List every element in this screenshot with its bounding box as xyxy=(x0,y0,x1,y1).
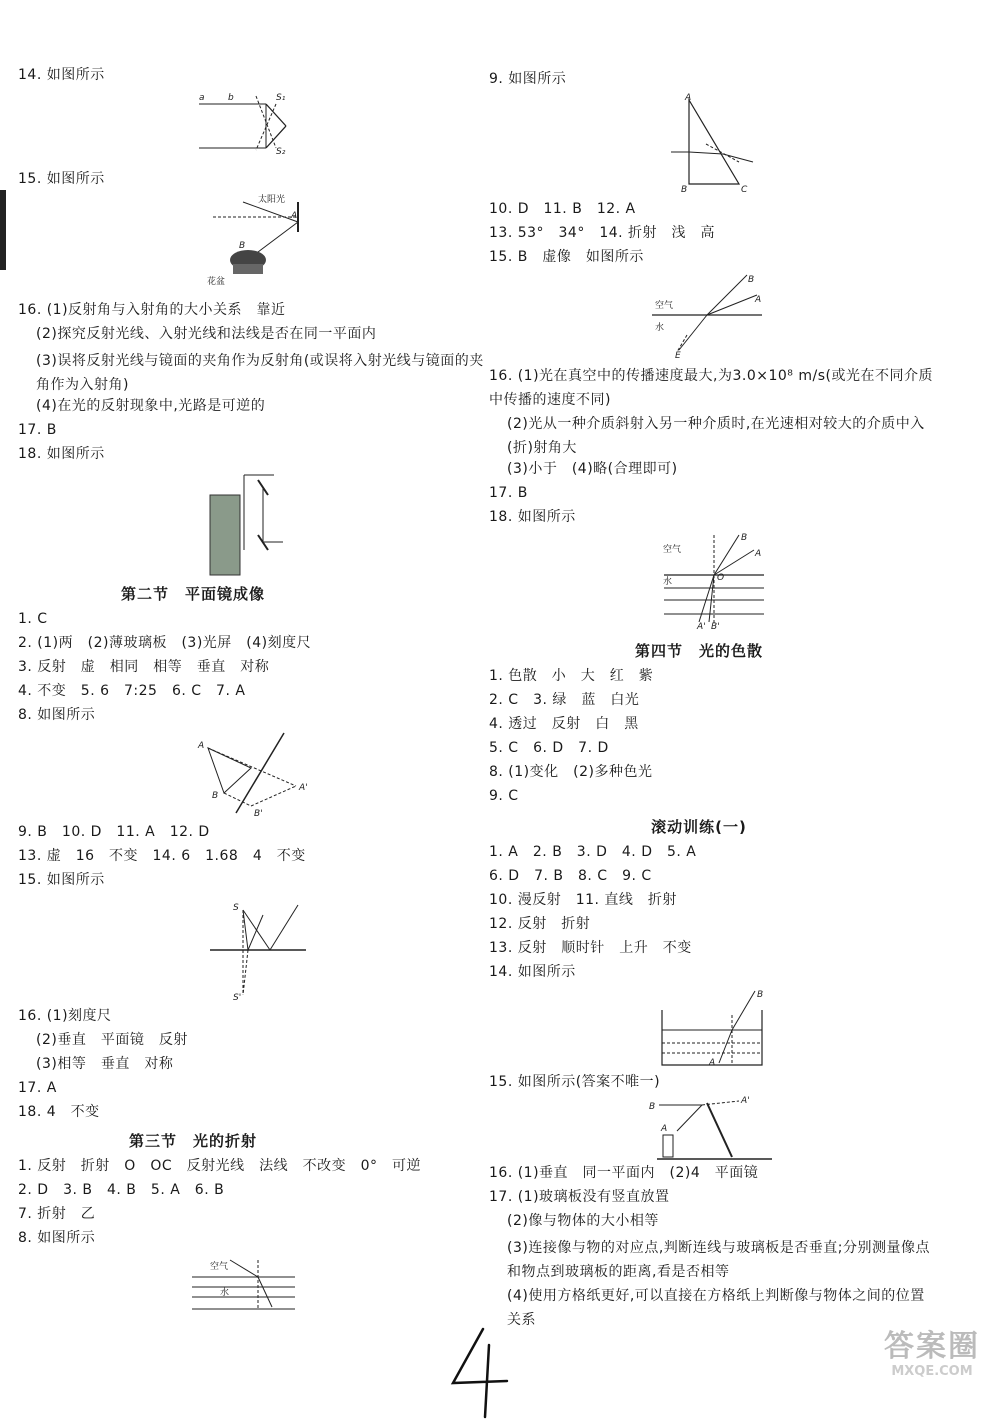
svg-text:B: B xyxy=(212,791,219,801)
answer-line: 13. 虚 16 不变 14. 6 1.68 4 不变 xyxy=(18,848,306,864)
svg-text:B: B xyxy=(757,990,764,1000)
answer-line: (2)探究反射光线、入射光线和法线是否在同一平面内 xyxy=(36,326,377,342)
answer-line: (2)垂直 平面镜 反射 xyxy=(36,1032,188,1048)
answer-line: (4)使用方格纸更好,可以直接在方格纸上判断像与物体之间的位置关系 xyxy=(507,1288,925,1328)
answer-line: 15. 如图所示 xyxy=(18,171,105,187)
answer-line: (2)光从一种介质斜射入另一种介质时,在光速相对较大的介质中入(折)射角大 xyxy=(507,416,925,456)
svg-text:B: B xyxy=(748,275,755,285)
answer-line: 15. 如图所示 xyxy=(18,872,105,888)
svg-text:A: A xyxy=(755,295,762,305)
answer-line: 3. 反射 虚 相同 相等 垂直 对称 xyxy=(18,659,270,675)
page-number xyxy=(445,1325,515,1424)
svg-text:A': A' xyxy=(741,1096,750,1106)
answer-line: 10. 漫反射 11. 直线 折射 xyxy=(489,892,677,908)
edge-mark xyxy=(0,190,6,270)
answer-line: 18. 4 不变 xyxy=(18,1104,100,1120)
answer-line: 8. (1)变化 (2)多种色光 xyxy=(489,764,653,780)
answer-line: 17. B xyxy=(18,422,57,438)
svg-text:b: b xyxy=(228,93,234,103)
svg-text:A: A xyxy=(661,1124,668,1134)
answer-line: 13. 反射 顺时针 上升 不变 xyxy=(489,940,692,956)
label-water: 水 xyxy=(663,577,673,587)
figure-refraction-water xyxy=(190,1255,300,1315)
figure-prism xyxy=(661,92,761,197)
answer-line: 9. C xyxy=(489,788,519,804)
figure-container-rays xyxy=(657,985,772,1070)
label-water: 水 xyxy=(655,323,665,333)
svg-text:A': A' xyxy=(697,622,706,630)
answer-line: 15. B 虚像 如图所示 xyxy=(489,249,644,265)
svg-text:a: a xyxy=(199,93,205,103)
svg-text:B': B' xyxy=(254,809,263,819)
figure-candle-mirror xyxy=(647,1093,777,1163)
answer-line: 9. B 10. D 11. A 12. D xyxy=(18,824,210,840)
answer-line: 16. (1)反射角与入射角的大小关系 靠近 xyxy=(18,302,286,318)
figure-mirror-s1-s2 xyxy=(194,88,304,158)
svg-text:S₂: S₂ xyxy=(276,147,286,157)
svg-text:C: C xyxy=(741,185,748,195)
answer-line: 1. 反射 折射 O OC 反射光线 法线 不改变 0° 可逆 xyxy=(18,1158,422,1174)
figure-sunlight-flowerpot xyxy=(203,192,303,287)
answer-line: 1. 色散 小 大 红 紫 xyxy=(489,668,654,684)
answer-line: 17. A xyxy=(18,1080,57,1096)
svg-text:A: A xyxy=(291,211,298,221)
svg-text:O: O xyxy=(717,573,725,583)
label-air: 空气 xyxy=(663,545,682,555)
figure-water-refraction xyxy=(647,270,767,360)
answer-line: (4)在光的反射现象中,光路是可逆的 xyxy=(36,398,266,414)
svg-text:S': S' xyxy=(233,993,242,1003)
answer-line: 15. 如图所示(答案不唯一) xyxy=(489,1074,661,1090)
label-sunlight: 太阳光 xyxy=(258,195,286,205)
svg-text:B: B xyxy=(239,241,246,251)
svg-text:A: A xyxy=(755,549,762,559)
svg-text:B: B xyxy=(741,533,748,543)
answer-line: 18. 如图所示 xyxy=(489,509,576,525)
answer-line: (3)连接像与物的对应点,判断连线与玻璃板是否垂直;分别测量像点和物点到玻璃板的距离,看是否相等 xyxy=(507,1240,930,1280)
svg-text:A: A xyxy=(198,741,205,751)
answer-line: (2)像与物体的大小相等 xyxy=(507,1213,659,1229)
svg-text:B': B' xyxy=(711,622,720,630)
answer-line: 6. D 7. B 8. C 9. C xyxy=(489,868,652,884)
answer-line: 18. 如图所示 xyxy=(18,446,105,462)
svg-text:A': A' xyxy=(299,783,308,793)
answer-line: 8. 如图所示 xyxy=(18,707,96,723)
svg-text:S: S xyxy=(233,903,239,913)
svg-text:B: B xyxy=(649,1102,656,1112)
section-title: 第四节 光的色散 xyxy=(634,642,763,660)
answer-line: 2. C 3. 绿 蓝 白光 xyxy=(489,692,640,708)
watermark-logo: 答案圈 MXQE.COM xyxy=(884,1329,980,1379)
section-title: 第二节 平面镜成像 xyxy=(120,585,265,603)
answer-line: 16. (1)垂直 同一平面内 (2)4 平面镜 xyxy=(489,1165,759,1181)
answer-line: 16. (1)光在真空中的传播速度最大,为3.0×10⁸ m/s(或光在不同介质中传播的速度不同) xyxy=(489,368,933,408)
svg-text:B: B xyxy=(681,185,688,195)
answer-line: 7. 折射 乙 xyxy=(18,1206,96,1222)
section-title: 滚动训练(一) xyxy=(651,818,747,836)
answer-line: (3)误将反射光线与镜面的夹角作为反射角(或误将入射光线与镜面的夹角作为入射角) xyxy=(36,353,484,393)
svg-text:E: E xyxy=(675,351,681,360)
svg-text:A: A xyxy=(709,1058,716,1068)
answer-line: 14. 如图所示 xyxy=(18,67,105,83)
answer-line: 1. A 2. B 3. D 4. D 5. A xyxy=(489,844,697,860)
label-water: 水 xyxy=(220,1288,230,1298)
answer-line: 10. D 11. B 12. A xyxy=(489,201,636,217)
svg-text:S₁: S₁ xyxy=(276,93,286,103)
answer-line: 2. (1)两 (2)薄玻璃板 (3)光屏 (4)刻度尺 xyxy=(18,635,312,651)
svg-text:A: A xyxy=(685,93,692,103)
answer-line: 2. D 3. B 4. B 5. A 6. B xyxy=(18,1182,225,1198)
figure-periscope xyxy=(208,470,288,580)
answer-line: 12. 反射 折射 xyxy=(489,916,591,932)
answer-line: 5. C 6. D 7. D xyxy=(489,740,609,756)
answer-line: 4. 透过 反射 白 黑 xyxy=(489,716,639,732)
answer-line: 1. C xyxy=(18,611,48,627)
section-title: 第三节 光的折射 xyxy=(128,1132,257,1150)
answer-line: 13. 53° 34° 14. 折射 浅 高 xyxy=(489,225,716,241)
answer-line: 17. (1)玻璃板没有竖直放置 xyxy=(489,1189,670,1205)
figure-water-container xyxy=(659,530,769,630)
answer-line: 16. (1)刻度尺 xyxy=(18,1008,112,1024)
label-air: 空气 xyxy=(210,1262,229,1272)
figure-point-image xyxy=(208,895,308,1005)
answer-line: (3)相等 垂直 对称 xyxy=(36,1056,174,1072)
label-air: 空气 xyxy=(655,301,674,311)
label-flowerpot: 花盆 xyxy=(207,277,226,287)
figure-mirror-triangle xyxy=(196,728,316,820)
answer-line: 9. 如图所示 xyxy=(489,71,567,87)
answer-line: 17. B xyxy=(489,485,528,501)
answer-line: 4. 不变 5. 6 7:25 6. C 7. A xyxy=(18,683,246,699)
answer-line: 14. 如图所示 xyxy=(489,964,576,980)
answer-line: 8. 如图所示 xyxy=(18,1230,96,1246)
answer-line: (3)小于 (4)略(合理即可) xyxy=(507,461,678,477)
